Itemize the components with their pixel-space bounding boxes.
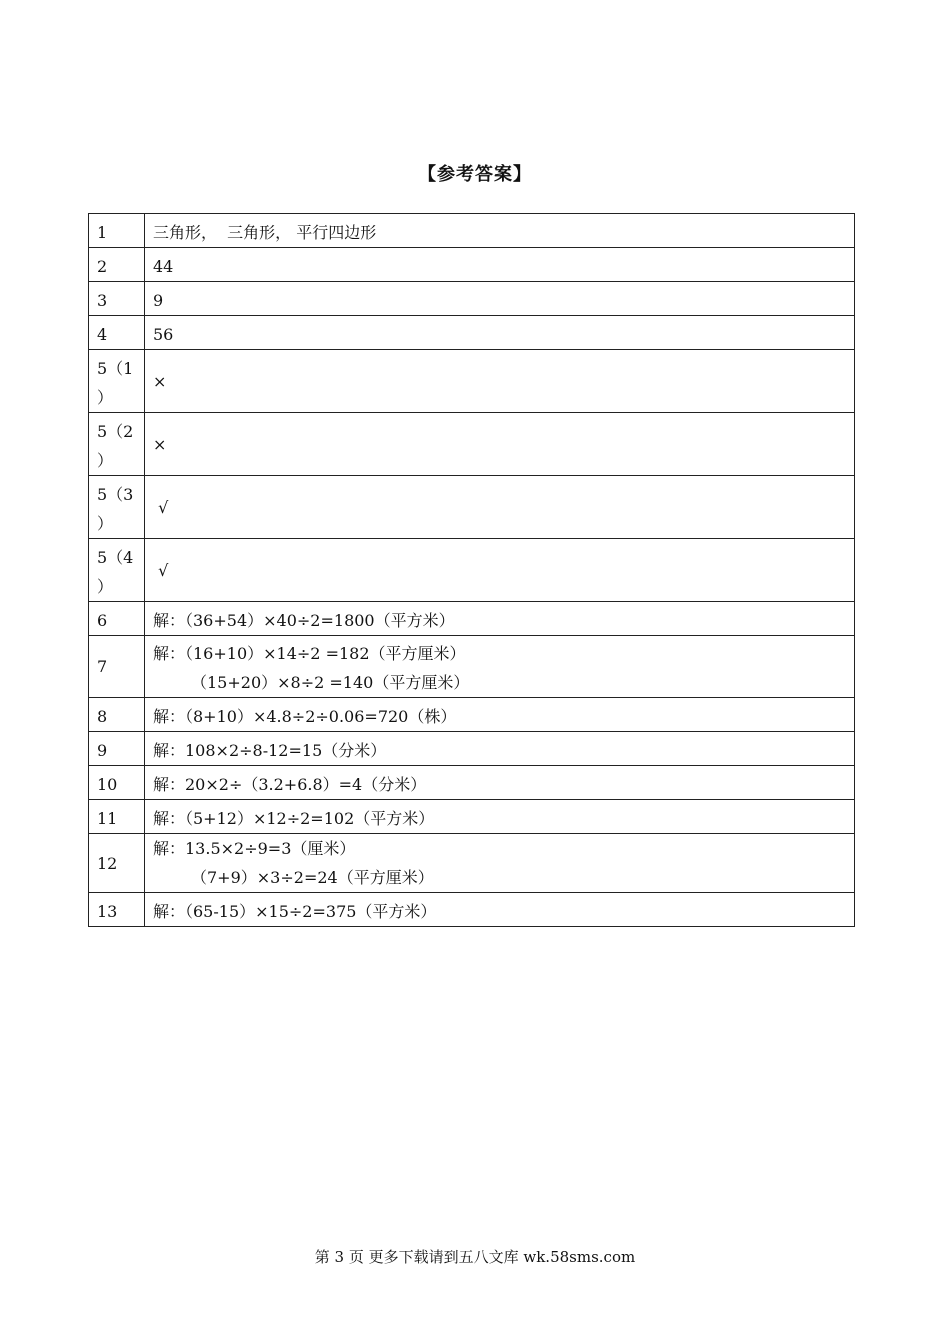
- answer-line: （15+20）×8÷2 =140（平方厘米）: [191, 673, 470, 692]
- question-number: [89, 539, 145, 602]
- question-number-part: ）: [97, 514, 114, 533]
- answer-table: [88, 213, 855, 927]
- answer-cell: [145, 732, 855, 766]
- question-number: 10: [89, 766, 145, 800]
- question-number: 8: [89, 698, 145, 732]
- table-row: [89, 800, 855, 834]
- answer-line: √: [153, 497, 169, 517]
- answer-line: 三角形， 三角形， 平行四边形: [153, 223, 377, 242]
- answer-line: 解：（5+12）×12÷2=102（平方米）: [153, 809, 435, 828]
- question-number: [89, 350, 145, 413]
- answer-line: 44: [153, 257, 174, 276]
- question-number: 1: [89, 214, 145, 248]
- answer-line: 解：13.5×2÷9=3（厘米）: [153, 839, 356, 858]
- answer-line: 解：（65-15）×15÷2=375（平方米）: [153, 902, 437, 921]
- answer-line: 9: [153, 291, 164, 310]
- question-number: 13: [89, 893, 145, 927]
- answer-line: 解：108×2÷8-12=15（分米）: [153, 741, 387, 760]
- question-number-part: 5（1: [97, 359, 134, 378]
- answer-cell: [145, 316, 855, 350]
- answer-cell: [145, 893, 855, 927]
- table-row: [89, 732, 855, 766]
- answer-line: 56: [153, 325, 174, 344]
- question-number: 4: [89, 316, 145, 350]
- table-row: [89, 602, 855, 636]
- question-number-part: ）: [97, 577, 114, 596]
- question-number-part: 5（2: [97, 422, 134, 441]
- answer-cell: [145, 350, 855, 413]
- answer-cell: [145, 602, 855, 636]
- page-title: 【参考答案】: [418, 164, 532, 185]
- table-row: [89, 413, 855, 476]
- answer-cell: [145, 834, 855, 893]
- answer-cell: [145, 698, 855, 732]
- table-row: [89, 350, 855, 413]
- answer-cell: [145, 636, 855, 698]
- table-row: [89, 834, 855, 893]
- answer-line: ×: [153, 434, 167, 454]
- answer-cell: [145, 413, 855, 476]
- question-number: 12: [89, 834, 145, 893]
- question-number: 7: [89, 636, 145, 698]
- answer-line: 解：（36+54）×40÷2=1800（平方米）: [153, 611, 455, 630]
- table-row: [89, 893, 855, 927]
- answer-cell: [145, 214, 855, 248]
- question-number: 6: [89, 602, 145, 636]
- answer-cell: [145, 248, 855, 282]
- answer-cell: [145, 476, 855, 539]
- answer-cell: [145, 282, 855, 316]
- answer-line: 解：（8+10）×4.8÷2÷0.06=720（株）: [153, 707, 457, 726]
- table-row: [89, 248, 855, 282]
- question-number: 11: [89, 800, 145, 834]
- table-row: [89, 539, 855, 602]
- table-row: [89, 476, 855, 539]
- question-number: 3: [89, 282, 145, 316]
- answer-line: √: [153, 560, 169, 580]
- question-number-part: 5（4: [97, 548, 134, 567]
- question-number-part: ）: [97, 451, 114, 470]
- table-row: [89, 282, 855, 316]
- table-row: [89, 214, 855, 248]
- table-row: [89, 698, 855, 732]
- question-number-part: 5（3: [97, 485, 134, 504]
- table-row: [89, 766, 855, 800]
- answer-cell: [145, 539, 855, 602]
- question-number: 9: [89, 732, 145, 766]
- page-footer: 第 3 页 更多下载请到五八文库 wk.58sms.com: [314, 1248, 636, 1266]
- answer-line: ×: [153, 371, 167, 391]
- answer-line: （7+9）×3÷2=24（平方厘米）: [191, 868, 434, 887]
- question-number: [89, 413, 145, 476]
- table-row: [89, 636, 855, 698]
- question-number-part: ）: [97, 388, 114, 407]
- answer-cell: [145, 766, 855, 800]
- table-row: [89, 316, 855, 350]
- question-number: 2: [89, 248, 145, 282]
- question-number: [89, 476, 145, 539]
- answer-line: 解：20×2÷（3.2+6.8）=4（分米）: [153, 775, 427, 794]
- answer-cell: [145, 800, 855, 834]
- answer-line: 解：（16+10）×14÷2 =182（平方厘米）: [153, 644, 466, 663]
